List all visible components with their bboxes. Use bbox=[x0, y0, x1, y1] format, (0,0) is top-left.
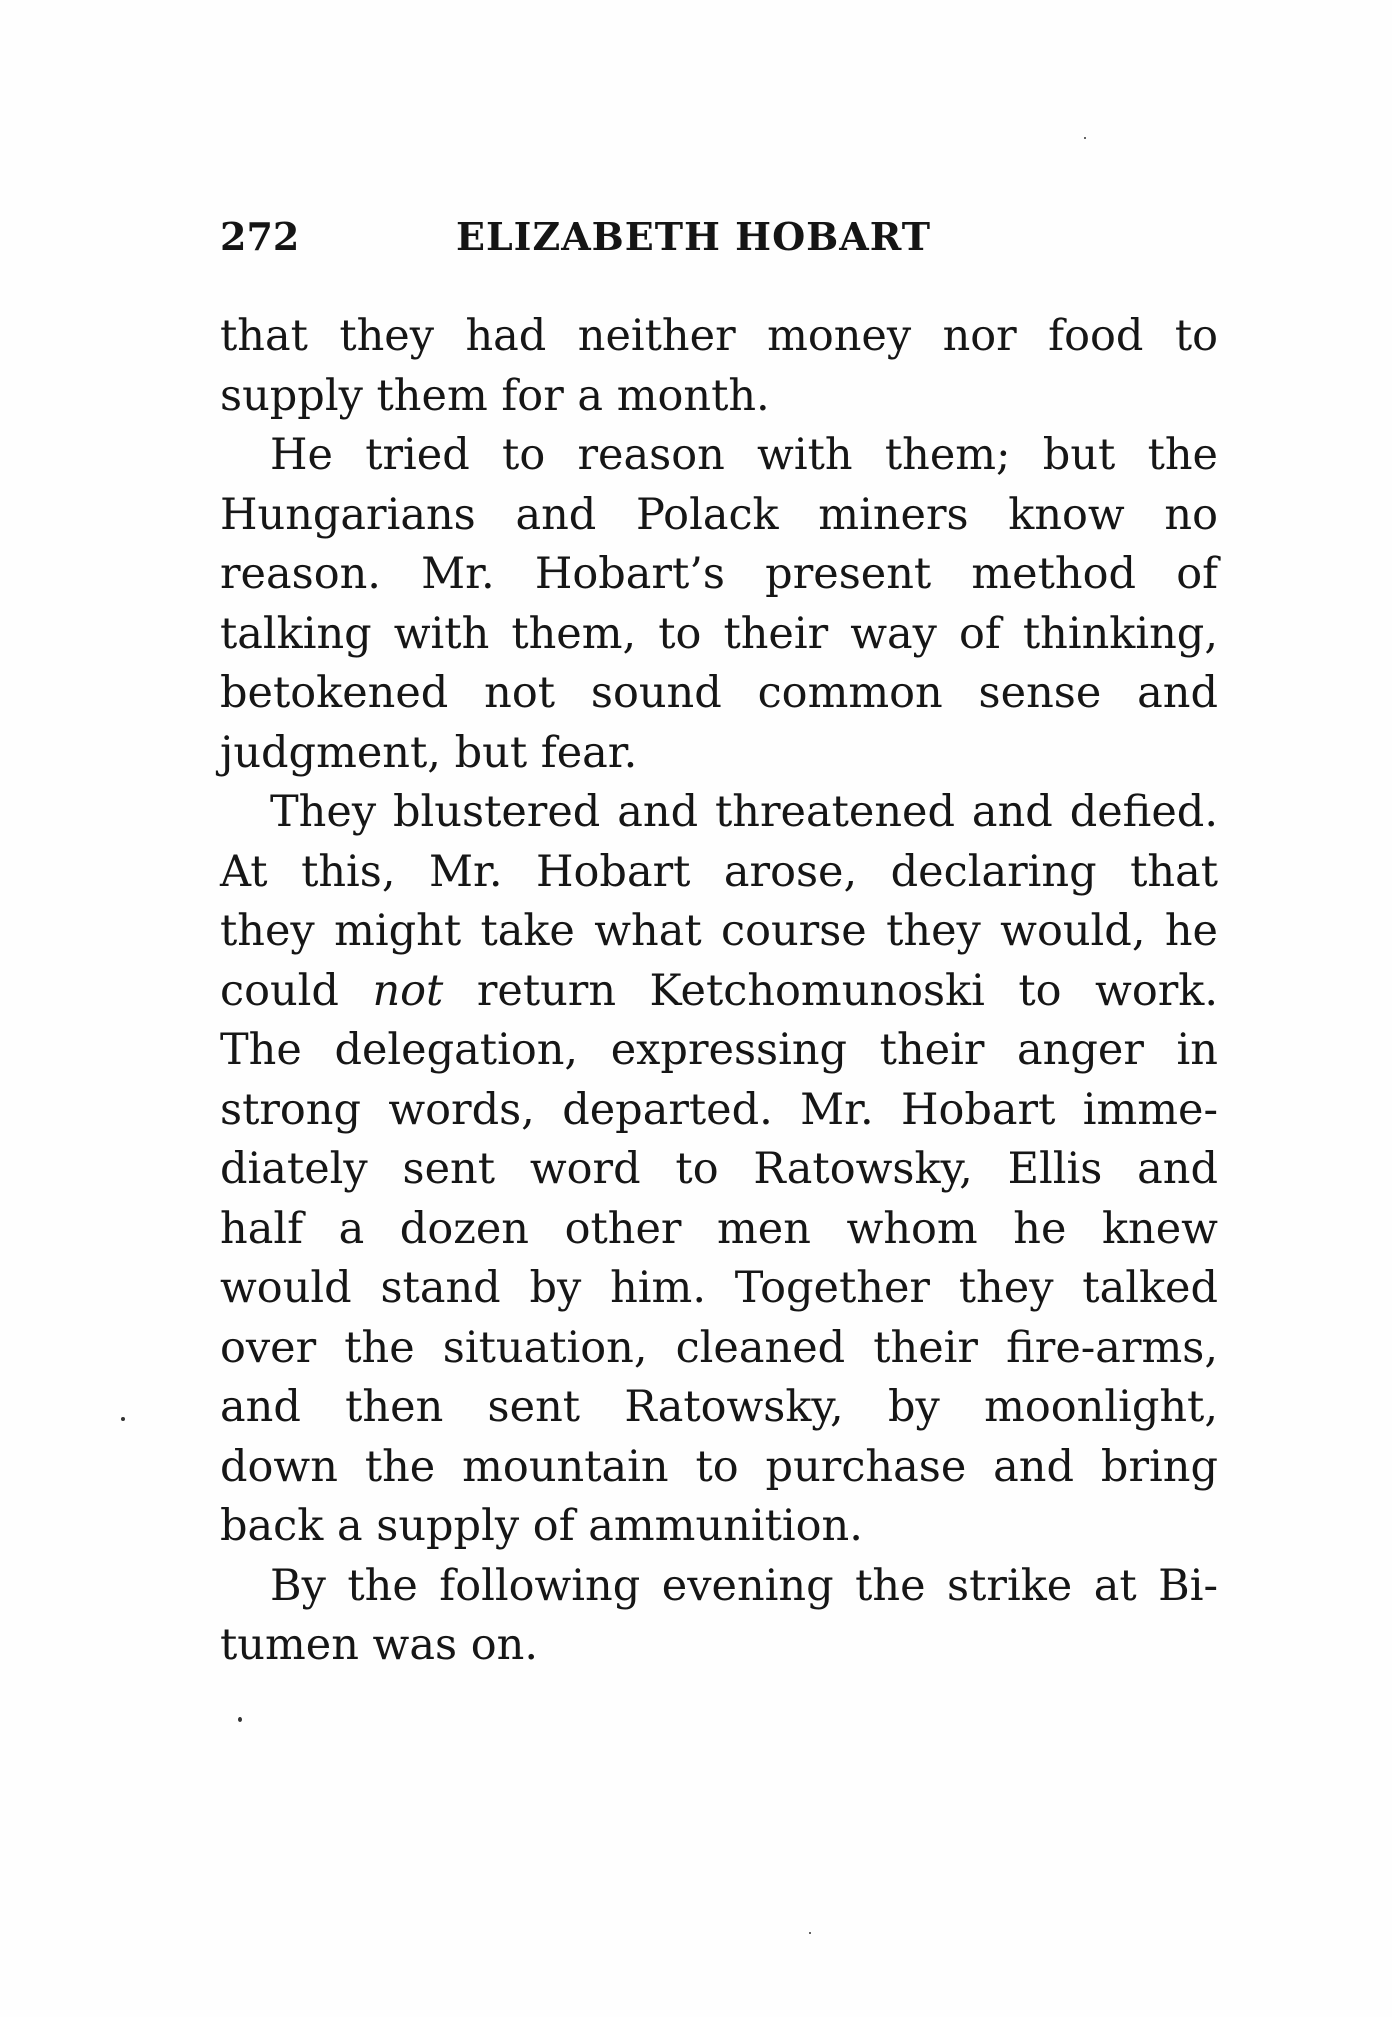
paper-speck bbox=[809, 1932, 811, 1934]
paper-speck bbox=[1084, 137, 1086, 139]
text-line: down the mountain to purchase and bring bbox=[220, 1441, 1218, 1492]
text-line: reason. Mr. Hobart’s present method of bbox=[220, 549, 1218, 599]
text-line: tumen was on. bbox=[220, 1620, 538, 1670]
italic-emphasis: not bbox=[372, 965, 444, 1016]
text-line: He tried to reason with them; but the bbox=[270, 430, 1218, 480]
text-line: diately sent word to Ratowsky, Ellis and bbox=[220, 1144, 1218, 1194]
text-line: betokened not sound common sense and bbox=[220, 668, 1218, 718]
text-line: The delegation, expressing their anger in bbox=[220, 1025, 1218, 1075]
text-line: would stand by him. Together they talked bbox=[220, 1263, 1218, 1313]
text-line: Hungarians and Polack miners know no bbox=[220, 489, 1218, 540]
text-line: that they had neither money nor food to bbox=[220, 311, 1218, 361]
text-line: strong words, departed. Mr. Hobart imme- bbox=[220, 1084, 1218, 1135]
text-line: they might take what course they would, he bbox=[220, 906, 1218, 956]
page-header bbox=[220, 214, 1218, 264]
paper-speck bbox=[238, 1717, 242, 1722]
text-line-mixed bbox=[220, 962, 1218, 1022]
text-segment: could bbox=[220, 965, 373, 1016]
paper-speck bbox=[121, 1417, 125, 1421]
body-text bbox=[220, 307, 1218, 1676]
text-line: At this, Mr. Hobart arose, declaring that bbox=[220, 846, 1218, 897]
text-line: over the situation, cleaned their fire-arms, bbox=[220, 1322, 1218, 1373]
text-line: By the following evening the strike at Bi- bbox=[270, 1560, 1218, 1611]
text-line: talking with them, to their way of thinking, bbox=[220, 608, 1218, 659]
text-line: They blustered and threatened and defied. bbox=[270, 787, 1218, 837]
running-head: ELIZABETH HOBART bbox=[456, 214, 931, 259]
text-line: supply them for a month. bbox=[220, 370, 770, 421]
text-line: judgment, but fear. bbox=[220, 727, 638, 778]
text-line: and then sent Ratowsky, by moonlight, bbox=[220, 1382, 1218, 1432]
page-number: 272 bbox=[220, 214, 300, 259]
text-segment: return Ketchomunoski to work. bbox=[443, 965, 1218, 1016]
text-line: half a dozen other men whom he knew bbox=[220, 1203, 1218, 1254]
text-line: back a supply of ammunition. bbox=[220, 1501, 863, 1551]
